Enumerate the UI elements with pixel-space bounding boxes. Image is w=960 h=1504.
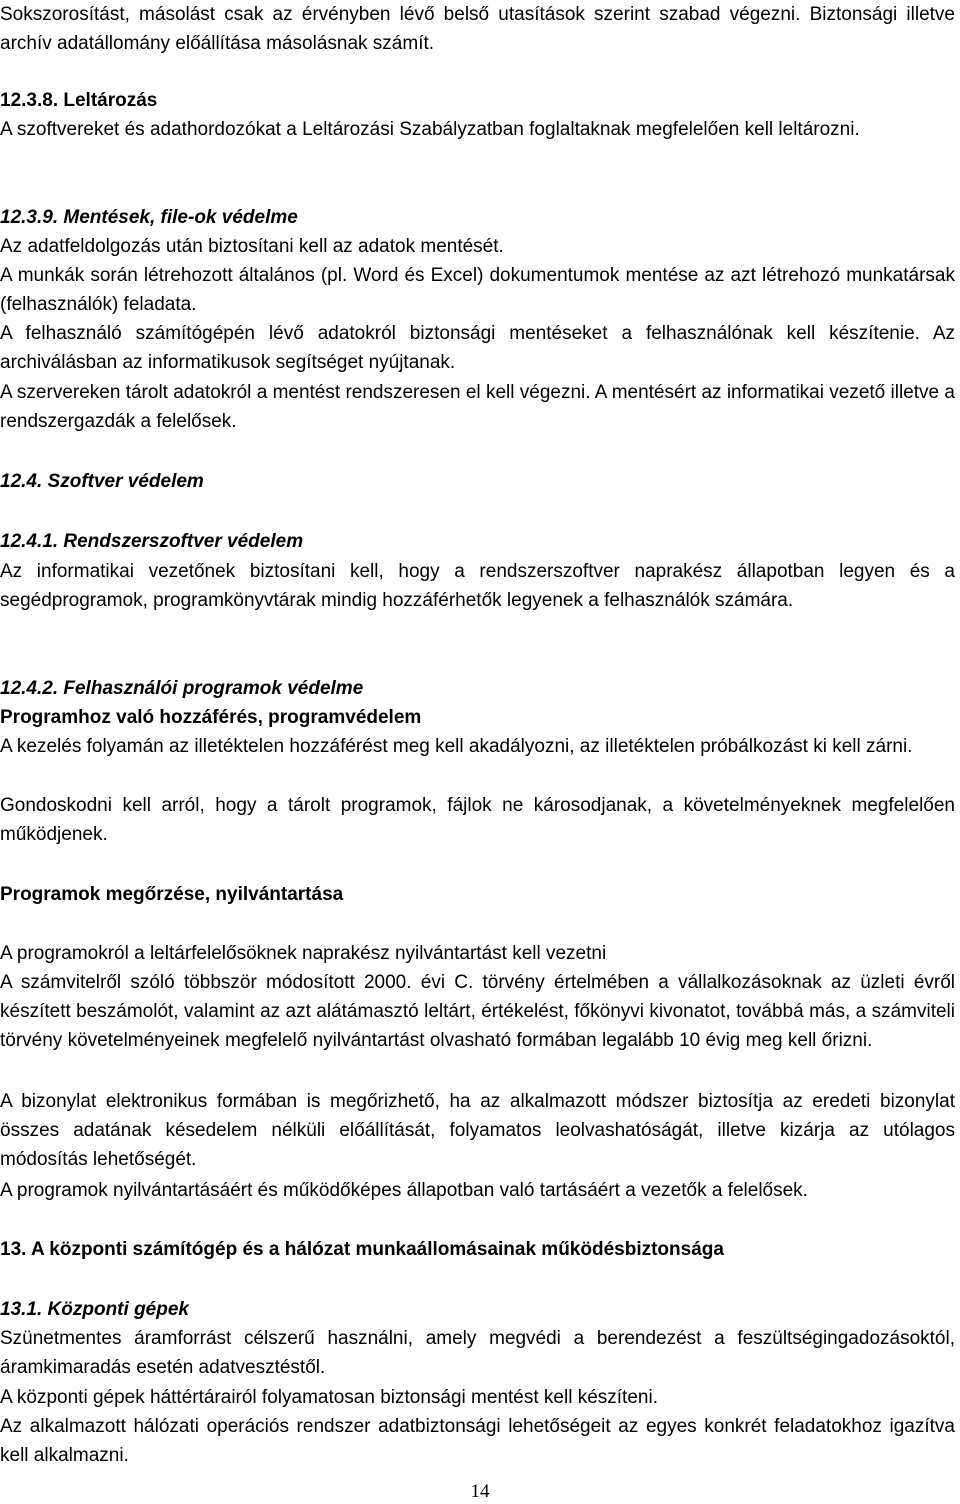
section-12-4-2-title: 12.4.2. Felhasználói programok védelme	[0, 678, 364, 699]
section-12-3-9-paragraph-1: Az adatfeldolgozás után biztosítani kell az adatok mentését.	[0, 236, 504, 257]
section-12-3-8-body: A szoftvereket és adathordozókat a Leltározási Szabályzatban foglaltaknak megfelelően kell leltározni.	[0, 119, 860, 140]
section-12-3-9-paragraph-4: A szervereken tárolt adatokról a mentést rendszeresen el kell végezni. A mentésért az informatikai vezető illetve a rendszergazdák a felelősek.	[0, 382, 955, 432]
page-number: 14	[470, 1481, 490, 1502]
programs-paragraph-1: A programokról a leltárfelelősöknek naprakész nyilvántartást kell vezetni	[0, 943, 607, 964]
programs-paragraph-4: A programok nyilvántartásáért és működőképes állapotban való tartásáért a vezetők a felelősek.	[0, 1180, 808, 1201]
programs-paragraph-3: A bizonylat elektronikus formában is megőrizhető, ha az alkalmazott módszer biztosítja az eredeti bizonylat összes adatának késedelem nélküli előállítását, folyamatos leolvashatóságát, illetve kizárja az utólagos módosítás lehetőségét.	[0, 1091, 955, 1170]
section-13-1-paragraph-1: Szünetmentes áramforrást célszerű használni, amely megvédi a berendezést a feszültségingadozásoktól, áramkimaradás esetén adatvesztéstől.	[0, 1328, 955, 1378]
section-13-1-title: 13.1. Központi gépek	[0, 1299, 189, 1320]
section-12-3-9-title: 12.3.9. Mentések, file-ok védelme	[0, 207, 298, 228]
section-12-4-2-subtitle: Programhoz való hozzáférés, programvédelem	[0, 707, 422, 728]
section-12-3-8-title: 12.3.8. Leltározás	[0, 90, 158, 111]
section-12-4-1-body: Az informatikai vezetőnek biztosítani kell, hogy a rendszerszoftver naprakész állapotban legyen és a segédprogramok, programkönyvtárak mindig hozzáférhetők legyenek a felhasználók számára.	[0, 561, 955, 611]
section-12-3-9-paragraph-2: A munkák során létrehozott általános (pl. Word és Excel) dokumentumok mentése az azt létrehozó munkatársak (felhasználók) feladata.	[0, 265, 955, 315]
section-12-4-1-title: 12.4.1. Rendszerszoftver védelem	[0, 531, 304, 552]
section-13-1-paragraph-3: Az alkalmazott hálózati operációs rendszer adatbiztonsági lehetőségeit az egyes konkrét feladatokhoz igazítva kell alkalmazni.	[0, 1416, 955, 1466]
programs-paragraph-2: A számvitelről szóló többször módosított 2000. évi C. törvény értelmében a vállalkozásoknak az üzleti évről készített beszámolót, valamint az azt alátámasztó leltárt, értékelést, főkönyvi kivonatot, továbbá más, a számviteli törvény követelményeinek megfelelő nyilvántartást olvasható formában legalább 10 évig meg kell őrizni.	[0, 972, 955, 1051]
section-12-4-2-paragraph-2: Gondoskodni kell arról, hogy a tárolt programok, fájlok ne károsodjanak, a követelményeknek megfelelően működjenek.	[0, 795, 955, 845]
section-13-title: 13. A központi számítógép és a hálózat munkaállomásainak működésbiztonsága	[0, 1239, 724, 1260]
section-12-3-9-paragraph-3: A felhasználó számítógépén lévő adatokról biztonsági mentéseket a felhasználónak kell készítenie. Az archiválásban az informatikusok segítséget nyújtanak.	[0, 323, 955, 373]
section-13-1-paragraph-2: A központi gépek háttértárairól folyamatosan biztonsági mentést kell készíteni.	[0, 1387, 658, 1408]
section-12-4-2-paragraph-1: A kezelés folyamán az illetéktelen hozzáférést meg kell akadályozni, az illetéktelen próbálkozást ki kell zárni.	[0, 736, 913, 757]
programs-section-title: Programok megőrzése, nyilvántartása	[0, 884, 344, 905]
intro-paragraph: Sokszorosítást, másolást csak az érvényben lévő belső utasítások szerint szabad végezni. Biztonsági illetve archív adatállomány előállítása másolásnak számít.	[0, 4, 955, 54]
section-12-4-title: 12.4. Szoftver védelem	[0, 471, 204, 492]
